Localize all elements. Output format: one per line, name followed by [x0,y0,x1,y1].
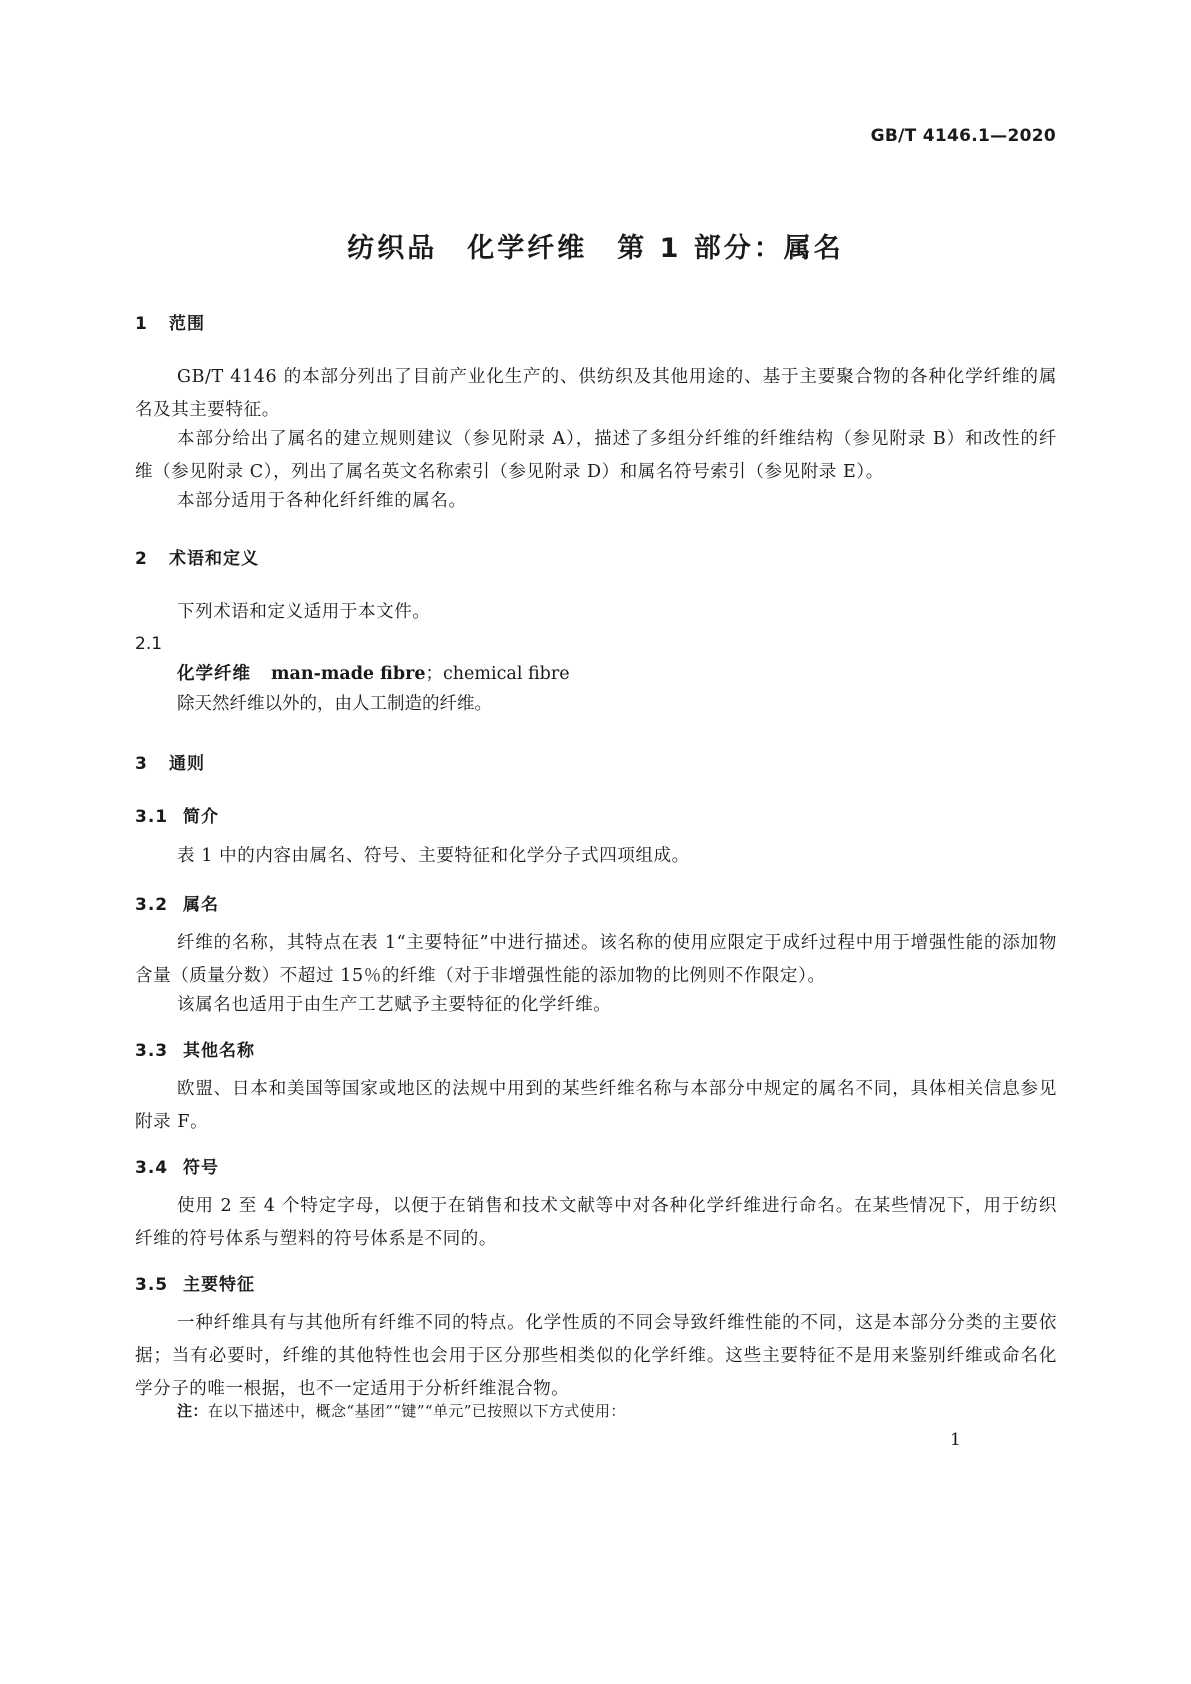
page-number: 1 [950,1430,961,1450]
section-3-3-heading [135,1036,255,1061]
term-definition: 除天然纤维以外的，由人工制造的纤维。 [177,694,492,714]
section-1-paragraph-3: 本部分适用于各种化纤纤维的属名。 [177,491,467,511]
section-title: 通则 [169,754,205,774]
section-1-paragraph-1: GB/T 4146 的本部分列出了目前产业化生产的、供纺织及其他用途的、基于主要聚合物的各种化学纤维的属名及其主要特征。 [135,367,1057,420]
section-number: 3.4 [135,1158,169,1178]
section-3-3-paragraph: 欧盟、日本和美国等国家或地区的法规中用到的某些纤维名称与本部分中规定的属名不同，具体相关信息参见附录 F。 [135,1079,1057,1132]
section-number: 3.1 [135,807,169,827]
section-3-2-heading [135,890,219,915]
section-title: 术语和定义 [169,549,259,569]
section-number: 1 [135,314,148,334]
section-number: 2 [135,549,148,569]
section-2-heading [135,544,259,569]
section-title: 属名 [183,895,219,915]
title-part-1: 纺织品 [347,233,438,264]
section-title: 范围 [169,314,205,334]
note-text: 在以下描述中，概念“基团”“键”“单元”已按照以下方式使用： [207,1402,626,1420]
section-number: 3 [135,754,148,774]
note [177,1400,626,1421]
section-1-paragraph-2: 本部分给出了属名的建立规则建议（参见附录 A），描述了多组分纤维的纤维结构（参见附录 B）和改性的纤维（参见附录 C），列出了属名英文名称索引（参见附录 D）和属名符号索引（参见附录 E）。 [135,429,1057,482]
term-english-primary: man-made fibre [271,664,426,684]
note-label: 注： [177,1402,208,1420]
section-title: 其他名称 [183,1041,255,1061]
section-3-heading [135,749,205,774]
term-english-alt: ；chemical fibre [425,664,570,684]
section-number: 3.2 [135,895,169,915]
section-title: 简介 [183,807,219,827]
section-2-paragraph-1: 下列术语和定义适用于本文件。 [177,602,431,622]
section-number: 3.5 [135,1275,169,1295]
section-3-4-paragraph: 使用 2 至 4 个特定字母，以便于在销售和技术文献等中对各种化学纤维进行命名。在某些情况下，用于纺织纤维的符号体系与塑料的符号体系是不同的。 [135,1196,1057,1249]
section-3-4-heading [135,1153,219,1178]
section-3-2-paragraph-1: 纤维的名称，其特点在表 1“主要特征”中进行描述。该名称的使用应限定于成纤过程中用于增强性能的添加物含量（质量分数）不超过 15％的纤维（对于非增强性能的添加物的比例则不作限定）。 [135,933,1057,986]
term-number: 2.1 [135,634,163,654]
section-1-heading [135,309,205,334]
section-title: 主要特征 [183,1275,255,1295]
section-number: 3.3 [135,1041,169,1061]
section-3-5-heading [135,1270,255,1295]
section-3-2-paragraph-2: 该属名也适用于由生产工艺赋予主要特征的化学纤维。 [177,995,612,1015]
standard-code: GB/T 4146.1—2020 [870,126,1056,146]
term-entry [177,660,570,685]
term-chinese: 化学纤维 [177,664,251,684]
document-title [0,226,1191,265]
section-3-5-paragraph: 一种纤维具有与其他所有纤维不同的特点。化学性质的不同会导致纤维性能的不同，这是本部分分类的主要依据；当有必要时，纤维的其他特性也会用于区分那些相类似的化学纤维。这些主要特征不是用来鉴别纤维或命名化学分子的唯一根据，也不一定适用于分析纤维混合物。 [135,1313,1057,1399]
title-part-3: 第 1 部分：属名 [617,233,844,264]
title-part-2: 化学纤维 [467,233,588,264]
section-3-1-paragraph: 表 1 中的内容由属名、符号、主要特征和化学分子式四项组成。 [177,846,690,866]
section-title: 符号 [183,1158,219,1178]
section-3-1-heading [135,802,219,827]
